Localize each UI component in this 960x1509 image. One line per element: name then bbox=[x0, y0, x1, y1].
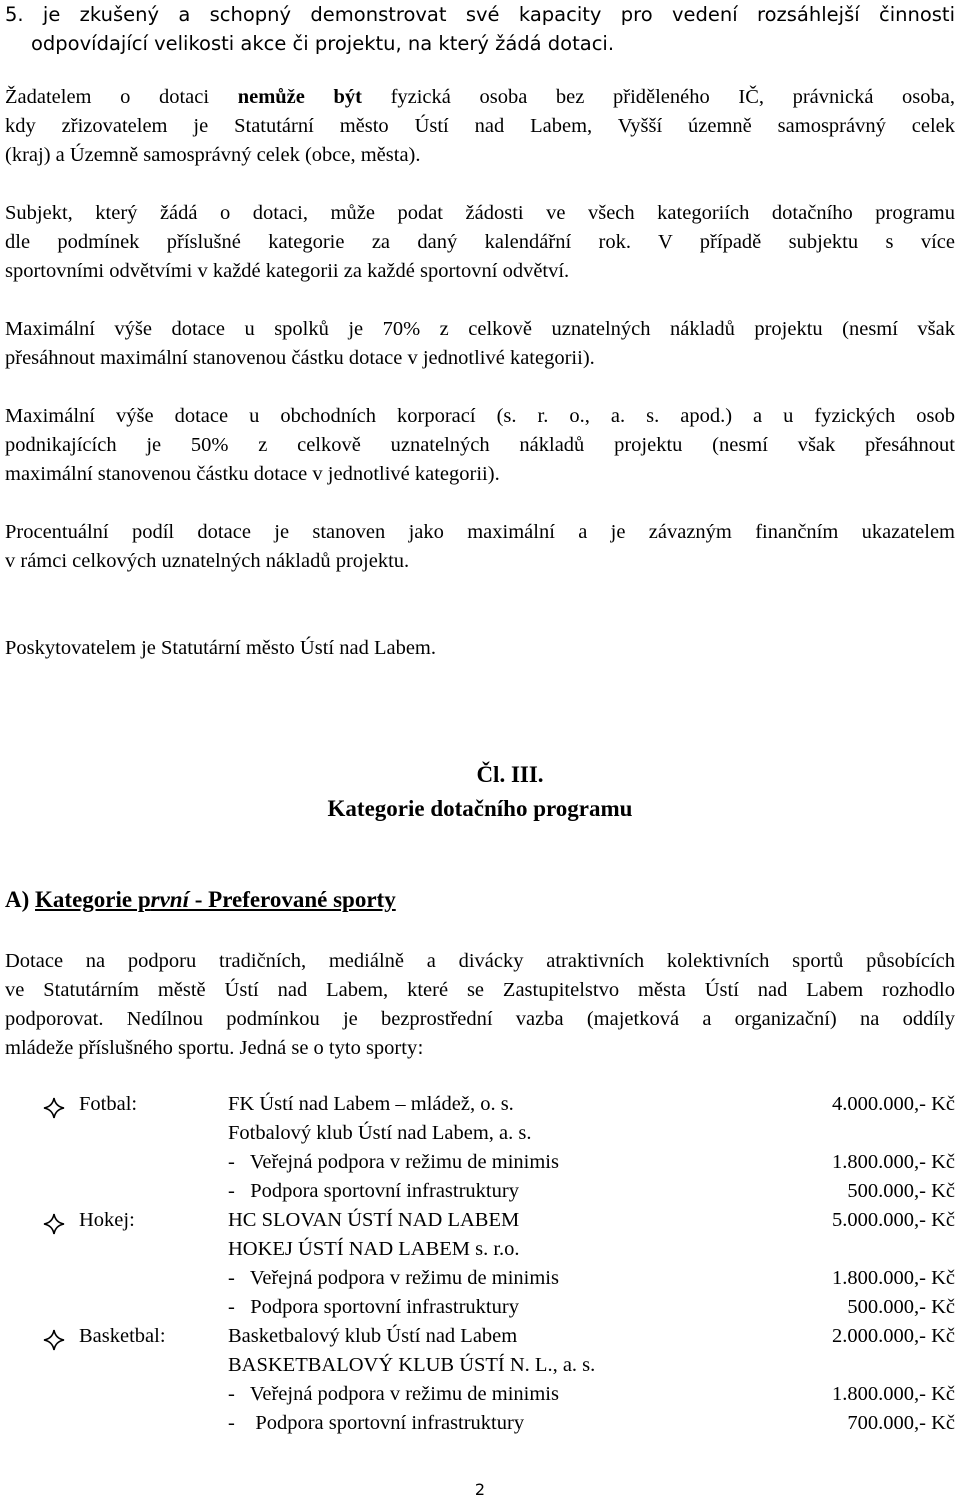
para1-line1 bbox=[5, 83, 955, 112]
sport-name: Fotbal: bbox=[79, 1093, 138, 1115]
para5-line1: Procentuální podíl dotace je stanoven jako maximální a je závazným finančním ukazatelem bbox=[5, 521, 955, 543]
subsidy-amount: 1.800.000,- Kč bbox=[832, 1383, 955, 1405]
sport-row bbox=[0, 1354, 960, 1383]
club-name: - Veřejná podpora v režimu de minimis bbox=[228, 1267, 559, 1289]
para2-line2: dle podmínek příslušné kategorie za daný kalendářní rok. V případě subjektu s více bbox=[5, 231, 955, 253]
sport-row bbox=[0, 1180, 960, 1209]
sport-row bbox=[0, 1383, 960, 1412]
para5-line2: v rámci celkových uznatelných nákladů projektu. bbox=[5, 550, 410, 572]
sport-row bbox=[0, 1325, 960, 1354]
section-a-title-pre: Kategorie p bbox=[35, 887, 151, 912]
club-name: Basketbalový klub Ústí nad Labem bbox=[228, 1325, 518, 1347]
para1-bold: nemůže být bbox=[237, 86, 362, 108]
para2-line1: Subjekt, který žádá o dotaci, může podat žádosti ve všech kategoriích dotačního programu bbox=[5, 202, 955, 224]
para1-rest: fyzická osoba bez přiděleného IČ, právnická osoba, bbox=[361, 86, 955, 108]
para4-line1: Maximální výše dotace u obchodních korporací (s. r. o., a. s. apod.) a u fyzických osob bbox=[5, 405, 955, 427]
diamond-bullet-icon bbox=[43, 1097, 65, 1119]
para7-line3: podporovat. Nedílnou podmínkou je bezprostřední vazba (majetková a organizační) na oddíly bbox=[5, 1008, 955, 1030]
paragraph-preferred-sports bbox=[5, 947, 955, 1063]
diamond-bullet-icon bbox=[43, 1213, 65, 1235]
para3-line2: přesáhnout maximální stanovenou částku dotace v jednotlivé kategorii). bbox=[5, 347, 595, 369]
subsidy-amount: 500.000,- Kč bbox=[847, 1296, 955, 1318]
item5-line2: odpovídající velikosti akce či projektu, na který žádá dotaci. bbox=[31, 32, 615, 55]
para2-line3: sportovními odvětvími v každé kategorii za každé sportovní odvětví. bbox=[5, 260, 570, 282]
para1-pre: Žadatelem o dotaci bbox=[5, 86, 238, 108]
section-a-heading bbox=[5, 887, 396, 913]
subsidy-amount: 700.000,- Kč bbox=[847, 1412, 955, 1434]
club-name: HC SLOVAN ÚSTÍ NAD LABEM bbox=[228, 1209, 520, 1231]
diamond-bullet-icon bbox=[43, 1329, 65, 1351]
section-a-title-italic: rvní bbox=[150, 887, 189, 912]
club-name: - Veřejná podpora v režimu de minimis bbox=[228, 1151, 559, 1173]
club-name: - Podpora sportovní infrastruktury bbox=[228, 1412, 525, 1434]
section-a-title bbox=[35, 887, 396, 912]
subsidy-amount: 1.800.000,- Kč bbox=[832, 1151, 955, 1173]
sport-row bbox=[0, 1412, 960, 1441]
para7-line4-serif: mládeže příslušného sportu. Jedná se o tyto sporty bbox=[5, 1037, 418, 1059]
para7-line1: Dotace na podporu tradičních, mediálně a divácky atraktivních kolektivních sportů působících bbox=[5, 950, 955, 972]
para7-line4-colon: : bbox=[417, 1037, 424, 1059]
sport-row bbox=[0, 1151, 960, 1180]
club-name: HOKEJ ÚSTÍ NAD LABEM s. r.o. bbox=[228, 1238, 520, 1260]
para3-line1: Maximální výše dotace u spolků je 70% z celkově uznatelných nákladů projektu (nesmí však bbox=[5, 318, 955, 340]
sport-row bbox=[0, 1209, 960, 1238]
paragraph-subject-applications bbox=[5, 199, 955, 286]
club-name: - Veřejná podpora v režimu de minimis bbox=[228, 1383, 559, 1405]
section-a-title-post: - Preferované sporty bbox=[188, 887, 396, 912]
sport-name: Hokej: bbox=[79, 1209, 135, 1231]
sport-row bbox=[0, 1296, 960, 1325]
para6-line: Poskytovatelem je Statutární město Ústí nad Labem. bbox=[5, 637, 436, 659]
section-a-letter: A) bbox=[5, 887, 30, 912]
article-title: Kategorie dotačního programu bbox=[327, 796, 633, 821]
paragraph-max-subsidy-associations bbox=[5, 315, 955, 373]
paragraph-percentage-share bbox=[5, 518, 955, 576]
para1-line3: (kraj) a Územně samosprávný celek (obce, města). bbox=[5, 144, 421, 166]
para4-line2: podnikajících je 50% z celkově uznatelných nákladů projektu (nesmí však přesáhnout bbox=[5, 434, 955, 456]
para1-line2: kdy zřizovatelem je Statutární město Ústí nad Labem, Vyšší územně samosprávný celek bbox=[5, 115, 955, 137]
para7-line2: ve Statutárním městě Ústí nad Labem, které se Zastupitelstvo města Ústí nad Labem rozhodlo bbox=[5, 979, 955, 1001]
paragraph-max-subsidy-corporations bbox=[5, 402, 955, 489]
sport-row bbox=[0, 1122, 960, 1151]
club-name: - Podpora sportovní infrastruktury bbox=[228, 1180, 519, 1202]
paragraph-applicant-exclusions bbox=[5, 83, 955, 170]
club-name: - Podpora sportovní infrastruktury bbox=[228, 1296, 519, 1318]
subsidy-amount: 1.800.000,- Kč bbox=[832, 1267, 955, 1289]
club-name: Fotbalový klub Ústí nad Labem, a. s. bbox=[228, 1122, 532, 1144]
page-number: 2 bbox=[474, 1480, 486, 1499]
para4-line3: maximální stanovenou částku dotace v jednotlivé kategorii). bbox=[5, 463, 500, 485]
subsidy-amount: 500.000,- Kč bbox=[847, 1180, 955, 1202]
sport-row bbox=[0, 1267, 960, 1296]
paragraph-provider bbox=[5, 634, 955, 663]
club-name: BASKETBALOVÝ KLUB ÚSTÍ N. L., a. s. bbox=[228, 1354, 596, 1376]
sport-row bbox=[0, 1093, 960, 1122]
para7-line4 bbox=[5, 1034, 955, 1063]
article-number: Čl. III. bbox=[476, 762, 544, 787]
subsidy-amount: 4.000.000,- Kč bbox=[832, 1093, 955, 1115]
subsidy-amount: 5.000.000,- Kč bbox=[832, 1209, 955, 1231]
sport-row bbox=[0, 1238, 960, 1267]
club-name: FK Ústí nad Labem – mládež, o. s. bbox=[228, 1093, 514, 1115]
sport-name: Basketbal: bbox=[79, 1325, 166, 1347]
list-item-5 bbox=[5, 0, 955, 58]
subsidy-amount: 2.000.000,- Kč bbox=[832, 1325, 955, 1347]
item5-line1: 5. je zkušený a schopný demonstrovat své kapacity pro vedení rozsáhlejší činnosti bbox=[5, 3, 955, 26]
